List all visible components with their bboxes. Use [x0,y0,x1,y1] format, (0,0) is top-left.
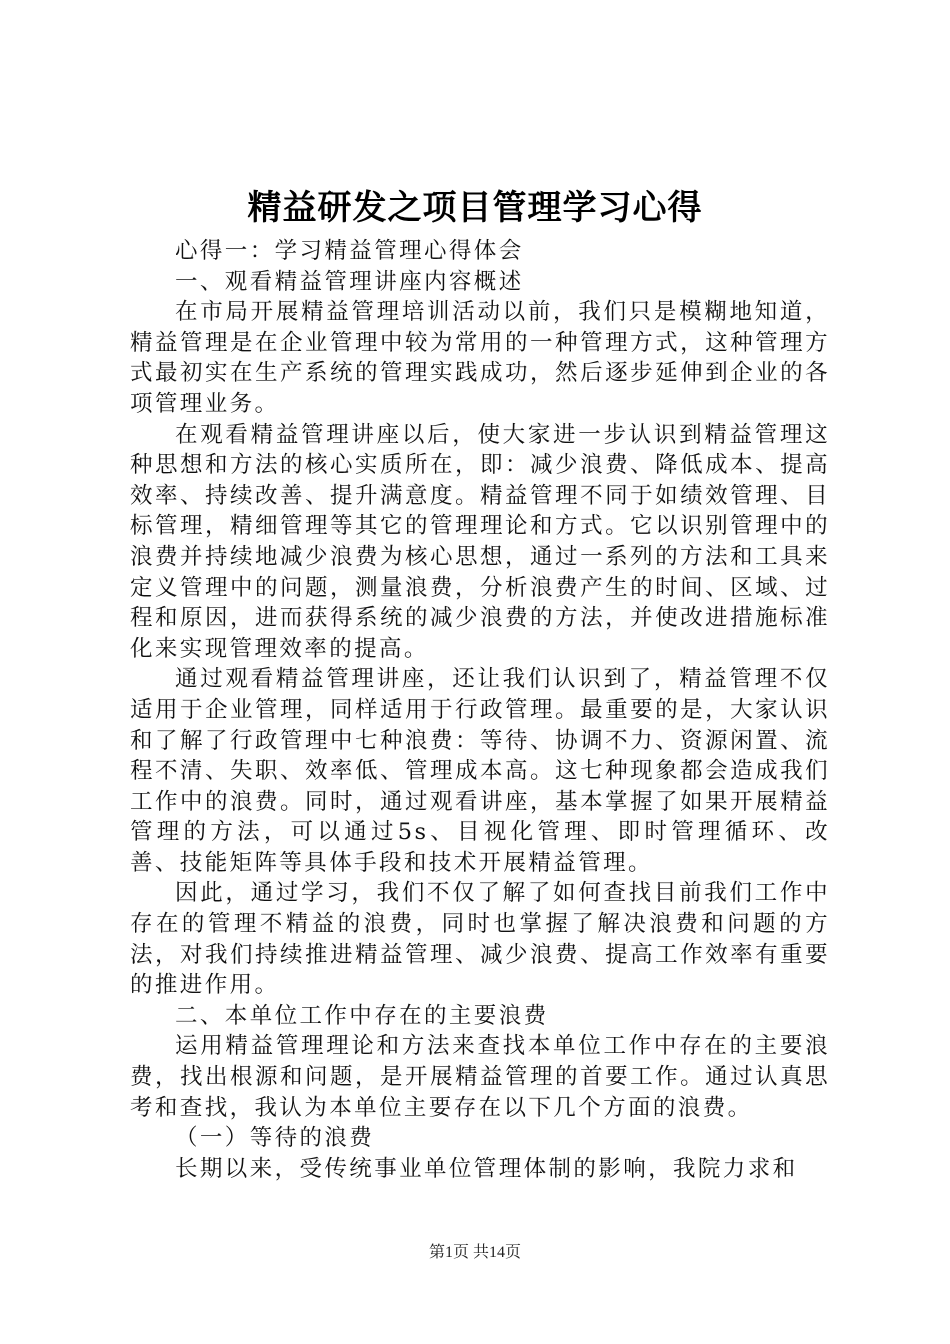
paragraph: 在观看精益管理讲座以后，使大家进一步认识到精益管理这种思想和方法的核心实质所在，即：减少浪费、降低成本、提高效率、持续改善、提升满意度。精益管理不同于如绩效管理、目标管理，精细管理等其它的管理理论和方式。它以识别管理中的浪费并持续地减少浪费为核心思想，通过一系列的方法和工具来定义管理中的问题，测量浪费，分析浪费产生的时间、区域、过程和原因，进而获得系统的减少浪费的方法，并使改进措施标准化来实现管理效率的提高。 [130,421,830,662]
section-heading-2: 二、本单位工作中存在的主要浪费 [175,1002,549,1029]
subsection-heading-1: （一）等待的浪费 [175,1125,375,1152]
section-heading-1: 一、观看精益管理讲座内容概述 [175,268,524,295]
subtitle: 心得一：学习精益管理心得体会 [175,238,524,264]
document-body [130,236,830,1184]
paragraph: 因此，通过学习，我们不仅了解了如何查找目前我们工作中存在的管理不精益的浪费，同时也掌握了解决浪费和问题的方法，对我们持续推进精益管理、减少浪费、提高工作效率有重要的推进作用。 [130,880,830,999]
paragraph: 在市局开展精益管理培训活动以前，我们只是模糊地知道，精益管理是在企业管理中较为常用的一种管理方式，这种管理方式最初实在生产系统的管理实践成功，然后逐步延伸到企业的各项管理业务。 [130,299,830,417]
paragraph: 运用精益管理理论和方法来查找本单位工作中存在的主要浪费，找出根源和问题，是开展精益管理的首要工作。通过认真思考和查找，我认为本单位主要存在以下几个方面的浪费。 [130,1033,830,1121]
paragraph: 长期以来，受传统事业单位管理体制的影响，我院力求和 [175,1155,798,1182]
page-title: 精益研发之项目管理学习心得 [247,188,703,228]
paragraph: 通过观看精益管理讲座，还让我们认识到了，精益管理不仅适用于企业管理，同样适用于行政管理。最重要的是，大家认识和了解了行政管理中七种浪费：等待、协调不力、资源闲置、流程不清、失职、效率低、管理成本高。这七种现象都会造成我们工作中的浪费。同时，通过观看讲座，基本掌握了如果开展精益管理的方法，可以通过5s、目视化管理、即时管理循环、改善、技能矩阵等具体手段和技术开展精益管理。 [130,666,830,876]
page-indicator: 第1页 共14页 [428,1244,521,1261]
